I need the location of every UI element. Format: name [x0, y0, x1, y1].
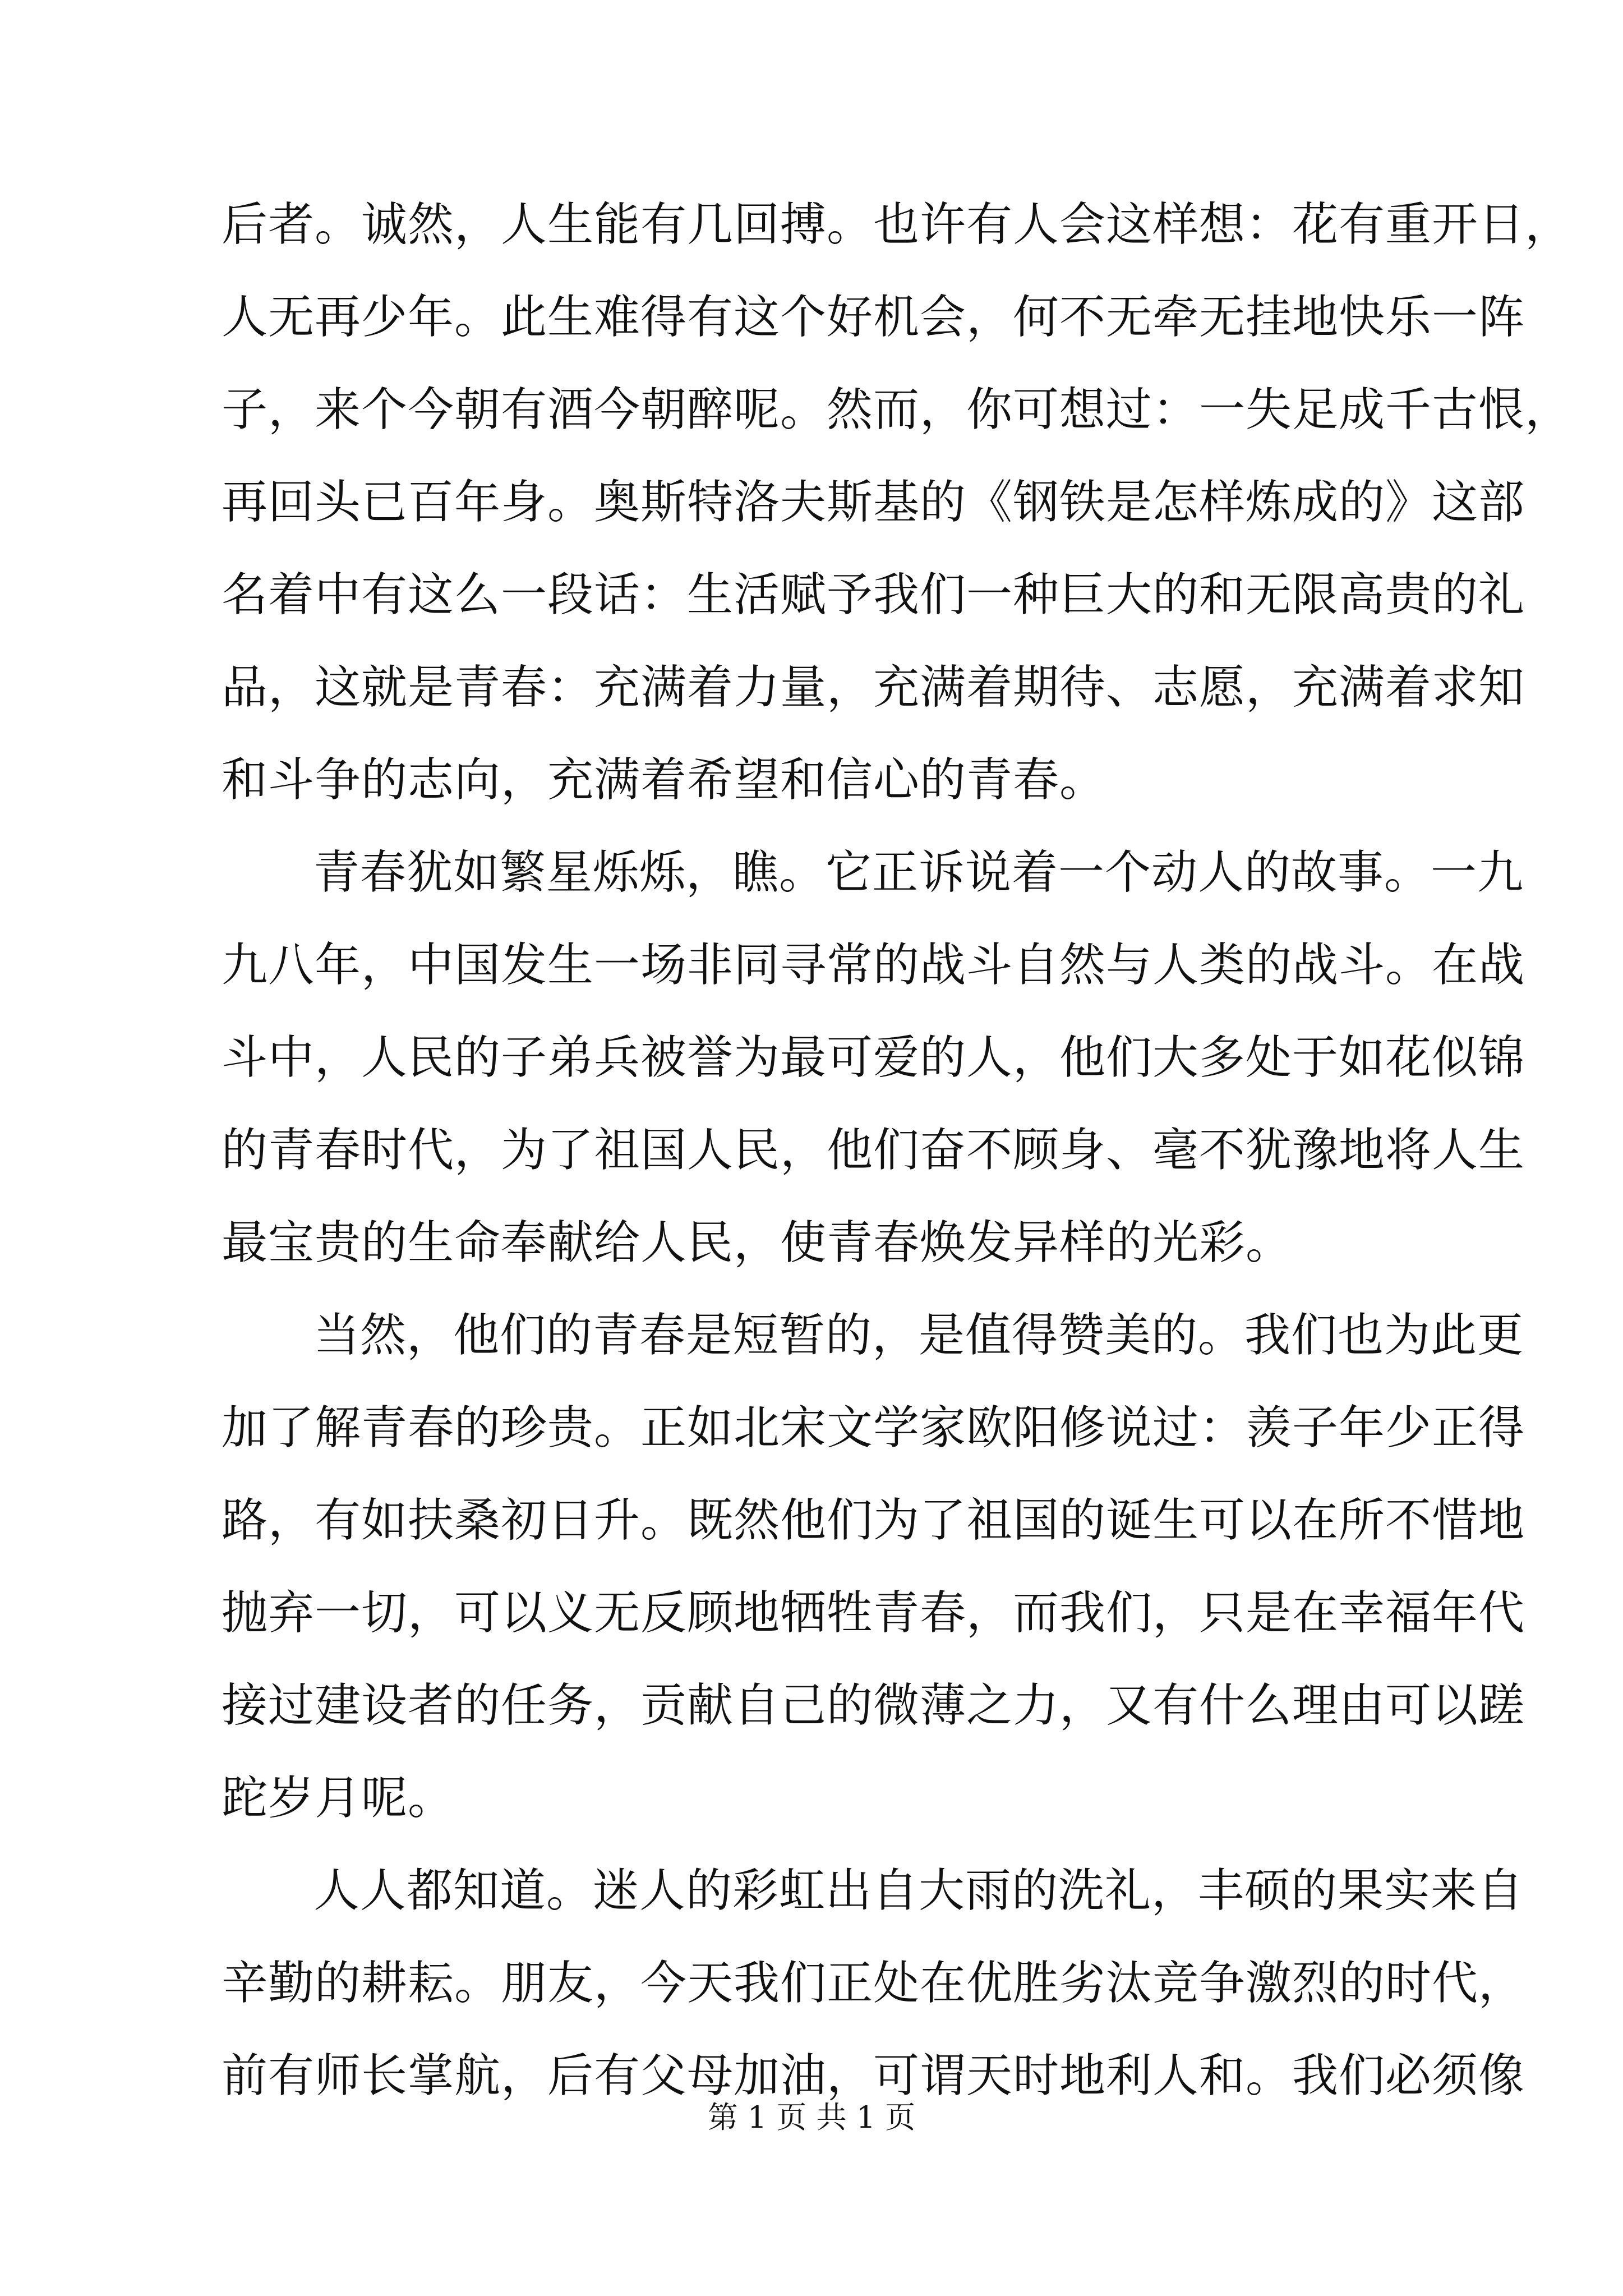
text-line: 路，有如扶桑初日升。既然他们为了祖国的诞生可以在所不惜地: [222, 1494, 1525, 1547]
text-line: 最宝贵的生命奉献给人民，使青春焕发异样的光彩。: [222, 1216, 1293, 1269]
text-line: 辛勤的耕耘。朋友，今天我们正处在优胜劣汰竞争激烈的时代，: [222, 1957, 1525, 2010]
page-number-label: 第 1 页 共 1 页: [707, 2100, 916, 2135]
text-line: 的青春时代，为了祖国人民，他们奋不顾身、毫不犹豫地将人生: [222, 1124, 1525, 1177]
paragraph-first-line: 人人都知道。迷人的彩虹出自大雨的洗礼，丰硕的果实来自: [313, 1864, 1524, 1917]
text-line: 名着中有这么一段话：生活赋予我们一种巨大的和无限高贵的礼: [222, 568, 1525, 622]
text-line: 跎岁月呢。: [222, 1772, 455, 1825]
text-line: 子，来个今朝有酒今朝醉呢。然而，你可想过：一失足成千古恨，: [222, 383, 1572, 436]
text-line: 再回头已百年身。奥斯特洛夫斯基的《钢铁是怎样炼成的》这部: [222, 476, 1525, 529]
text-line: 九八年，中国发生一场非同寻常的战斗自然与人类的战斗。在战: [222, 938, 1525, 992]
page-footer: [0, 2095, 1623, 2140]
text-line: 后者。诚然，人生能有几回搏。也许有人会这样想：花有重开日，: [222, 198, 1572, 251]
document-body: [222, 178, 1572, 2122]
paragraph-first-line: 当然，他们的青春是短暂的，是值得赞美的。我们也为此更: [313, 1309, 1524, 1362]
text-line: 品，这就是青春：充满着力量，充满着期待、志愿，充满着求知: [222, 661, 1525, 714]
text-line: 斗中，人民的子弟兵被誉为最可爱的人，他们大多处于如花似锦: [222, 1031, 1525, 1084]
text-line: 和斗争的志向，充满着希望和信心的青春。: [222, 753, 1106, 807]
text-line: 加了解青春的珍贵。正如北宋文学家欧阳修说过：羡子年少正得: [222, 1401, 1525, 1455]
paragraph-first-line: 青春犹如繁星烁烁，瞧。它正诉说着一个动人的故事。一九: [313, 846, 1524, 899]
text-line: 抛弃一切，可以义无反顾地牺牲青春，而我们，只是在幸福年代: [222, 1586, 1525, 1640]
text-line: 前有师长掌航，后有父母加油，可谓天时地利人和。我们必须像: [222, 2049, 1525, 2102]
text-line: 人无再少年。此生难得有这个好机会，何不无牵无挂地快乐一阵: [222, 291, 1525, 344]
text-line: 接过建设者的任务，贡献自己的微薄之力，又有什么理由可以蹉: [222, 1679, 1525, 1732]
